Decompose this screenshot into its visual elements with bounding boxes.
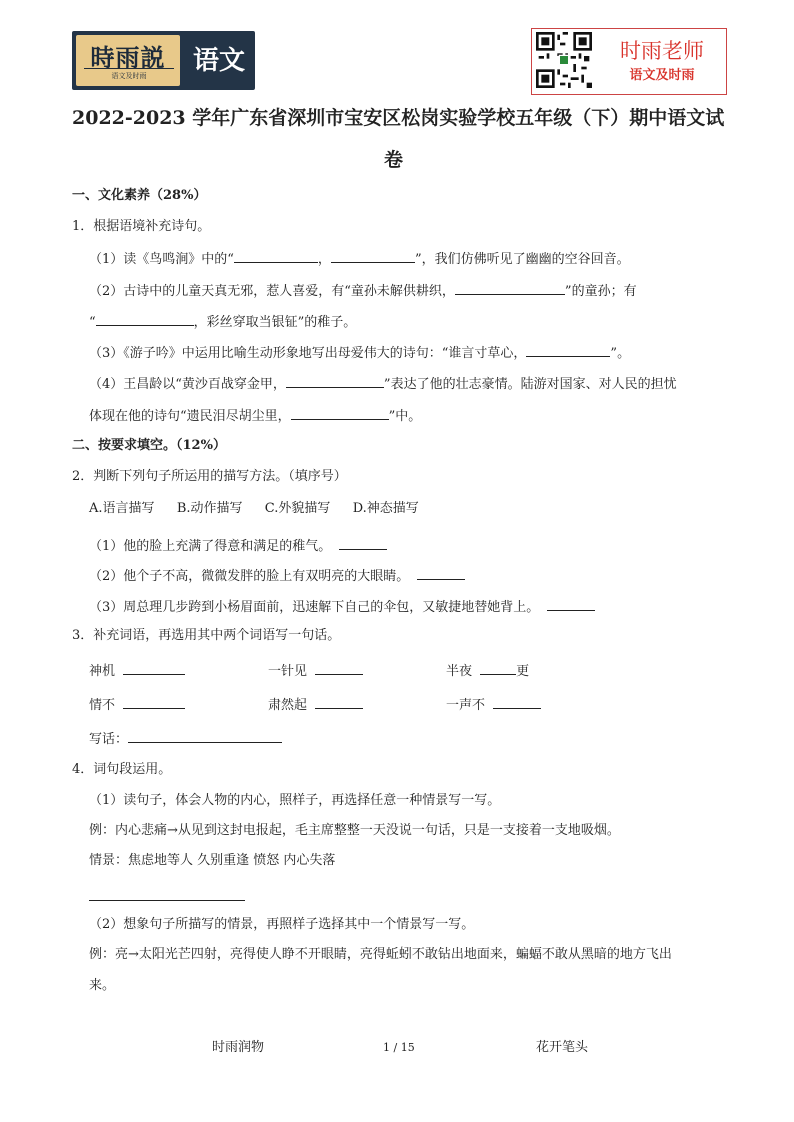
question-1-item-4 [89,373,677,395]
idiom-text: 肃然起 [268,698,308,713]
brand-logo-word: 時雨説 [90,43,166,72]
item-text: ”，我们仿佛听见了幽幽的空谷回音。 [414,252,630,267]
idiom-text: 神机 [89,664,116,679]
answer-blank[interactable] [480,660,516,675]
question-1-item-2-cont [89,311,356,333]
qr-code-icon [536,32,592,88]
item-text: ”。 [610,346,631,361]
question-2-item-3 [89,596,595,618]
idiom-text: 半夜 [446,664,473,679]
section-heading-2: 二、按要求填空。（12%） [72,438,226,453]
answer-blank[interactable] [526,342,610,357]
question-4-example-2: 例：亮→太阳光芒四射，亮得使人睁不开眼睛，亮得蚯蚓不敢钻出地面来，蝙蝠不敢从黑暗的地方飞出 [89,947,672,962]
brand-logo-subtitle: 语文及时雨 [84,68,174,81]
answer-blank[interactable] [291,405,389,420]
brand-logo-subject: 语文 [192,46,245,76]
item-text: ”中。 [388,409,422,424]
brand-subtitle: 语文及时雨 [629,68,695,83]
question-1-item-1 [89,248,630,270]
question-4-example-2-cont: 来。 [89,978,116,993]
item-text: ”的童孙；有 [564,284,637,299]
question-2-item-2 [89,565,465,587]
answer-blank[interactable] [493,694,541,709]
item-text: ”表达了他的壮志豪情。陆游对国家、对人民的担忧 [383,377,677,392]
idiom-text: 更 [516,664,530,679]
answer-blank[interactable] [331,248,415,263]
question-2-stem: 2．判断下列句子所运用的描写方法。（填序号） [72,469,347,484]
answer-blank[interactable] [123,694,185,709]
item-text: （2）古诗中的儿童天真无邪，惹人喜爱，有“童孙未解供耕织， [89,284,455,299]
item-text: （3）《游子吟》中运用比喻生动形象地写出母爱伟大的诗句：“谁言寸草心， [89,346,527,361]
idiom-6 [446,694,541,716]
footer-left: 时雨润物 [212,1040,265,1055]
idiom-5 [268,694,363,716]
option-d: D.神态描写 [352,501,419,516]
question-2-options [89,499,419,519]
option-b: B.动作描写 [176,501,243,516]
answer-blank[interactable] [315,660,363,675]
answer-blank[interactable] [286,373,384,388]
answer-blank[interactable] [234,248,318,263]
brand-name: 时雨老师 [620,39,704,63]
question-3-stem: 3．补充词语，再选用其中两个词语写一句话。 [72,628,341,643]
answer-blank[interactable] [96,311,194,326]
question-1-item-2 [89,280,637,302]
item-text: ， [317,252,331,267]
option-c: C.外貌描写 [264,501,331,516]
item-text: （4）王昌龄以“黄沙百战穿金甲， [89,377,286,392]
question-4-item-2: （2）想象句子所描写的情景，再照样子选择其中一个情景写一写。 [89,917,475,932]
page-number: 1 / 15 [383,1041,415,1054]
idiom-4 [89,694,185,716]
answer-blank[interactable] [315,694,363,709]
answer-blank[interactable] [455,280,565,295]
item-text: （1）读《鸟鸣涧》中的“ [89,252,234,267]
idiom-text: 情不 [89,698,116,713]
exam-title-line2: 卷 [384,149,404,171]
option-a: A.语言描写 [89,501,155,516]
answer-blank[interactable] [128,728,282,743]
idiom-1 [89,660,185,682]
item-text: 体现在他的诗句“遗民泪尽胡尘里， [89,409,291,424]
item-text: ，彩丝穿取当银钲”的稚子。 [193,315,357,330]
item-text: “ [89,315,96,330]
item-text: （2）他个子不高，微微发胖的脸上有双明亮的大眼睛。 [89,569,410,584]
idiom-3 [446,660,529,682]
answer-blank[interactable] [417,565,465,580]
exam-title-line1: 2022-2023 学年广东省深圳市宝安区松岗实验学校五年级（下）期中语文试 [72,107,725,129]
idiom-text: 一声不 [446,698,486,713]
question-4-item-1: （1）读句子，体会人物的内心，照样子，再选择任意一种情景写一写。 [89,793,501,808]
question-1-stem: 1．根据语境补充诗句。 [72,219,211,234]
idiom-2 [268,660,363,682]
question-1-item-4-cont [89,405,421,427]
question-4-scenes: 情景：焦虑地等人 久别重逢 愤怒 内心失落 [89,853,336,868]
question-1-item-3 [89,342,630,364]
question-4-example-1: 例：内心悲痛→从见到这封电报起，毛主席整整一天没说一句话，只是一支接着一支地吸烟。 [89,823,620,838]
answer-blank[interactable] [547,596,595,611]
write-sentence-row [89,728,282,750]
answer-blank[interactable] [123,660,185,675]
idiom-text: 一针见 [268,664,308,679]
question-4-stem: 4．词句段运用。 [72,762,172,777]
question-2-item-1 [89,535,387,557]
footer-right: 花开笔头 [536,1040,589,1055]
write-label: 写话： [89,732,129,747]
answer-blank[interactable] [339,535,387,550]
item-text: （1）他的脸上充满了得意和满足的稚气。 [89,539,332,554]
section-heading-1: 一、文化素养（28%） [72,188,207,203]
answer-line[interactable] [89,900,245,901]
item-text: （3）周总理几步跨到小杨眉面前，迅速解下自己的伞包，又敏捷地替她背上。 [89,600,540,615]
